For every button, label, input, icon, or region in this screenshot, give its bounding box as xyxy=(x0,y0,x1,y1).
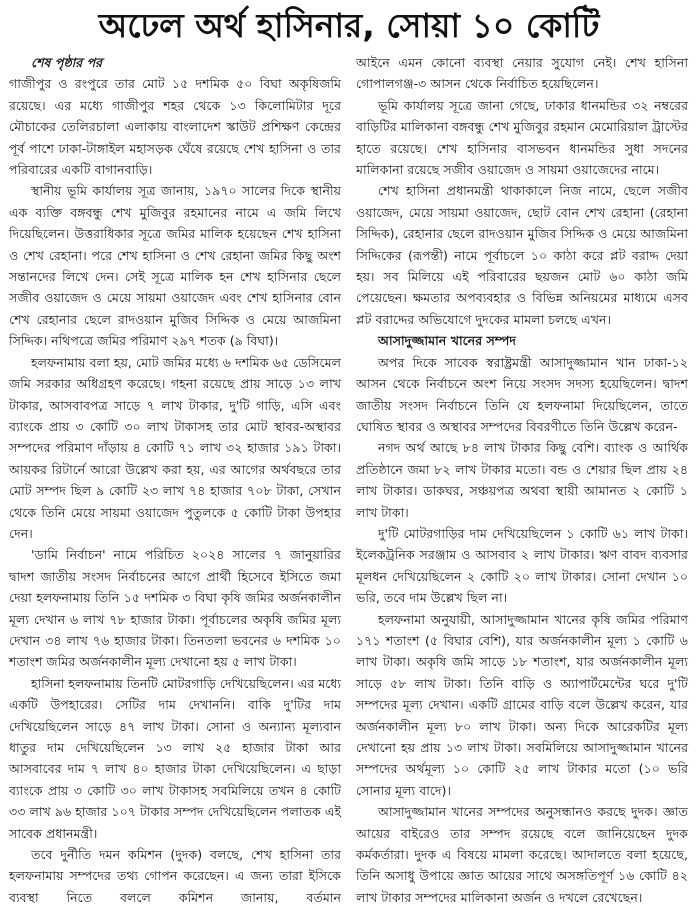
paragraph: তবে দুর্নীতি দমন কমিশন (দুদক) বলছে, শেখ হাসিনা তার হলফনামায় সম্পদের তথ্য গোপন করেছেন। এ জন্য তারা ইসিকে ব্যবস্থা নিতে বললে কমিশন জানায়, বর্তমান xyxy=(9,847,341,905)
continued-from-kicker: শেষ পৃষ্ঠার পর xyxy=(31,55,103,70)
article-column-right xyxy=(356,52,688,908)
paragraph: স্থানীয় ভূমি কার্যালয় সূত্র জানায়, ১৯৭০ সালের দিকে স্থানীয় এক ব্যক্তি বঙ্গবন্ধু শেখ মুজিবুর রহমানের নামে এ জমি লিখে দিয়েছিলেন। উত্তরাধিকার সূত্রে জমির মালিক হয়েছেন শেখ হাসিনা ও শেখ রেহানা। পরে শেখ হাসিনা ও শেখ রেহানা জমির কিছু অংশ সন্তানদের লিখে দেন। সেই সূত্রে মালিক হন শেখ হাসিনার ছেলে সজীব ওয়াজেদ ও মেয়ে সায়মা ওয়াজেদ এবং শেখ হাসিনার বোন শেখ রেহানার ছেলে রাদওয়ান মুজিব সিদ্দিক ও মেয়ে আজমিনা সিদ্দিক। নথিপত্রে জমির পরিমাণ ২৯৭ শতক (৯ বিঘা)। xyxy=(9,183,341,349)
headline: অঢেল অর্থ হাসিনার, সোয়া ১০ কোটি xyxy=(98,6,600,45)
paragraph: হাসিনা হলফনামায় তিনটি মোটরগাড়ি দেখিয়েছিলেন। এর মধ্যে একটি উপহারের। সেটির দাম দেখাননি। বাকি দু'টির দাম দেখিয়েছিলেন সাড়ে ৪৭ লাখ টাকা। সোনা ও অন্যান্য মূল্যবান ধাতুর দাম দেখিয়েছিলেন ১৩ লাখ ২৫ হাজার টাকা আর আসবাবের দাম ৭ লাখ ৪০ হাজার টাকা দেখিয়েছিলেন। এ ছাড়া ব্যাংকে প্রায় ৩ কোটি ৩০ লাখ টাকাসহ সবমিলিয়ে তখন ৪ কোটি ৩৩ লাখ ৯৬ হাজার ১০৭ টাকার সম্পদ দেখিয়েছিলেন পলাতক এই সাবেক প্রধানমন্ত্রী। xyxy=(9,675,341,841)
paragraph: আইনে এমন কোনো ব্যবস্থা নেয়ার সুযোগ নেই। শেখ হাসিনা গোপালগঞ্জ-৩ আসন থেকে নির্বাচিত হয়েছিলেন। xyxy=(356,55,688,92)
paragraph: হলফনামায় বলা হয়, মোট জমির মধ্যে ৬ দশমিক ৬৫ ডেসিমেল জমি সরকার অধিগ্রহণ করেছে। গহনা রয়েছে প্রায় সাড়ে ১৩ লাখ টাকার, আসবাবপত্র সাড়ে ৭ লাখ টাকার, দু'টি গাড়ি, এসি এবং ব্যাংকে প্রায় ৩ কোটি ৩০ লাখ টাকাসহ তার মোট স্থাবর-অস্থাবর সম্পদের পরিমাণ দাঁড়ায় ৪ কোটি ৭১ লাখ ৩২ হাজার ১৯১ টাকা। আয়কর রিটার্নে আরো উল্লেখ করা হয়, এর আগের অর্থবছরে তার মোট সম্পদ ছিল ৯ কোটি ২৩ লাখ ৭৪ হাজার ৭০৮ টাকা, সেখান থেকে তিনি মেয়ে সায়মা ওয়াজেদ পুতুলকে ৫ কোটি টাকা উপহার দেন। xyxy=(9,354,341,541)
paragraph: ভূমি কার্যালয় সূত্রে জানা গেছে, ঢাকার ধানমন্ডির ৩২ নম্বরের বাড়িটির মালিকানা বঙ্গবন্ধু শেখ মুজিবুর রহমান মেমোরিয়াল ট্রাস্টের হাতে রয়েছে। শেখ হাসিনার বাসভবন ধানমন্ডির সুধা সদনের মালিকানা রয়েছে সজীব ওয়াজেদ ও সায়মা ওয়াজেদের নামে। xyxy=(356,97,688,178)
section-subhead: আসাদুজ্জামান খানের সম্পদ xyxy=(378,333,517,349)
paragraph: গাজীপুর ও রংপুরে তার মোট ১৫ দশমিক ৫০ বিঘা অকৃষিজমি রয়েছে। এর মধ্যে গাজীপুর শহর থেকে ১৩ কিলোমিটার দূরে মৌচাকের তেলিরচালা এলাকায় বাংলাদেশ স্কাউট প্রশিক্ষণ কেন্দ্রের পূর্ব পাশে ঢাকা-টাঙ্গাইল মহাসড়ক ঘেঁষে রয়েছে শেখ হাসিনা ও তার পরিবারের একটি বাগানবাড়ি। xyxy=(9,76,341,178)
paragraph: 'ডামি নির্বাচন' নামে পরিচিত ২০২৪ সালের ৭ জানুয়ারির দ্বাদশ জাতীয় সংসদ নির্বাচনের আগে প্রার্থী হিসেবে ইসিতে জমা দেয়া হলফনামায় তিনি ১৫ দশমিক ৩ বিঘা কৃষি জমির অর্জনকালীন মূল্য দেখান ৬ লাখ ৭৮ হাজার টাকা। পূর্বাচলের অকৃষি জমির মূল্য দেখান ৩৪ লাখ ৭৬ হাজার টাকা। তিনতলা ভবনের ৬ দশমিক ১০ শতাংশ জমির অর্জনকালীন মূল্য দেখানো হয় ৫ লাখ টাকা। xyxy=(9,547,341,670)
paragraph: শেখ হাসিনা প্রধানমন্ত্রী থাকাকালে নিজ নামে, ছেলে সজীব ওয়াজেদ, মেয়ে সায়মা ওয়াজেদ, ছোট বোন শেখ রেহানা (রেহানা সিদ্দিক), রেহানার ছেলে রাদওয়ান মুজিব সিদ্দিক ও মেয়ে আজমিনা সিদ্দিকের (রূপন্তী) নামে পূর্বাচলে ১০ কাঠা করে প্লট বরাদ্দ দেয়া হয়। সব মিলিয়ে এই পরিবারের ছয়জন মোট ৬০ কাঠা জমি পেয়েছেন। ক্ষমতার অপব্যবহার ও বিভিন্ন অনিয়মের মাধ্যমে এসব প্লট বরাদ্দের অভিযোগে দুদকের মামলা চলছে এখন। xyxy=(356,183,688,327)
paragraph: নগদ অর্থ আছে ৮৪ লাখ টাকার কিছু বেশি। ব্যাংক ও আর্থিক প্রতিষ্ঠানে জমা ৮২ লাখ টাকার মতো। বন্ড ও শেয়ার ছিল প্রায় ২৪ লাখ টাকার। ডাকঘর, সঞ্চয়পত্র অথবা স্থায়ী আমানত ২ কোটি ১ লাখ টাকা। xyxy=(356,440,688,520)
paragraph: দু'টি মোটরগাড়ির দাম দেখিয়েছিলেন ১ কোটি ৬১ লাখ টাকা। ইলেকট্রনিক সরঞ্জাম ও আসবাব ২ লাখ টাকার। ঋণ বাবদ ব্যবসার মূলধন দেখিয়েছিলেন ২ কোটি ২০ লাখ টাকার। সোনা দেখান ১০ ভরি, তবে দাম উল্লেখ ছিল না। xyxy=(356,525,688,606)
paragraph: আসাদুজ্জামান খানের সম্পদের অনুসন্ধানও করছে দুদক। জ্ঞাত আয়ের বাইরেও তার সম্পদ রয়েছে বলে জানিয়েছেন দুদক কর্মকর্তারা। দুদক এ বিষয়ে মামলা করেছে। আদালতে বলা হয়েছে, তিনি অসাধু উপায়ে জ্ঞাত আয়ের সাথে অসঙ্গতিপূর্ণ ১৬ কোটি ৪২ লাখ টাকার সম্পদের মালিকানা অর্জন ও দখলে রেখেছেন। xyxy=(356,804,688,905)
paragraph: হলফনামা অনুযায়ী, আসাদুজ্জামান খানের কৃষি জমির পরিমাণ ১৭১ শতাংশ (৫ বিঘার বেশি), যার অর্জনকালীন মূল্য ১ কোটি ৬ লাখ টাকা। অকৃষি জমি সাড়ে ১৮ শতাংশ, যার অর্জনকালীন মূল্য সাড়ে ৫৮ লাখ টাকা। তিনি বাড়ি ও অ্যাপার্টমেন্টের ঘরে দু'টি সম্পদের মূল্য দেখান। একটি গ্রামের বাড়ি বলে উল্লেখ করেন, যার অর্জনকালীন মূল্য ৮০ লাখ টাকা। অন্য দিকে আরেকটির মূল্য দেখানো হয় প্রায় ১৩ লাখ টাকা। সবমিলিয়ে আসাদুজ্জামান খানের সম্পদের অর্থমূল্য ১০ কোটি ২৫ লাখ টাকার মতো (১০ ভরি সোনার মূল্য বাদে)। xyxy=(356,611,688,798)
article-column-left xyxy=(9,52,341,908)
paragraph: অপর দিকে সাবেক স্বরাষ্ট্রমন্ত্রী আসাদুজ্জামান খান ঢাকা-১২ আসন থেকে নির্বাচনে অংশ নিয়ে সংসদ সদস্য হয়েছিলেন। দ্বাদশ জাতীয় সংসদ নির্বাচনে তিনি যে হলফনামা দিয়েছিলেন, তাতে ঘোষিত স্থাবর ও অস্থাবর সম্পদের বিবরণীতে তিনি উল্লেখ করেন- xyxy=(356,354,688,434)
